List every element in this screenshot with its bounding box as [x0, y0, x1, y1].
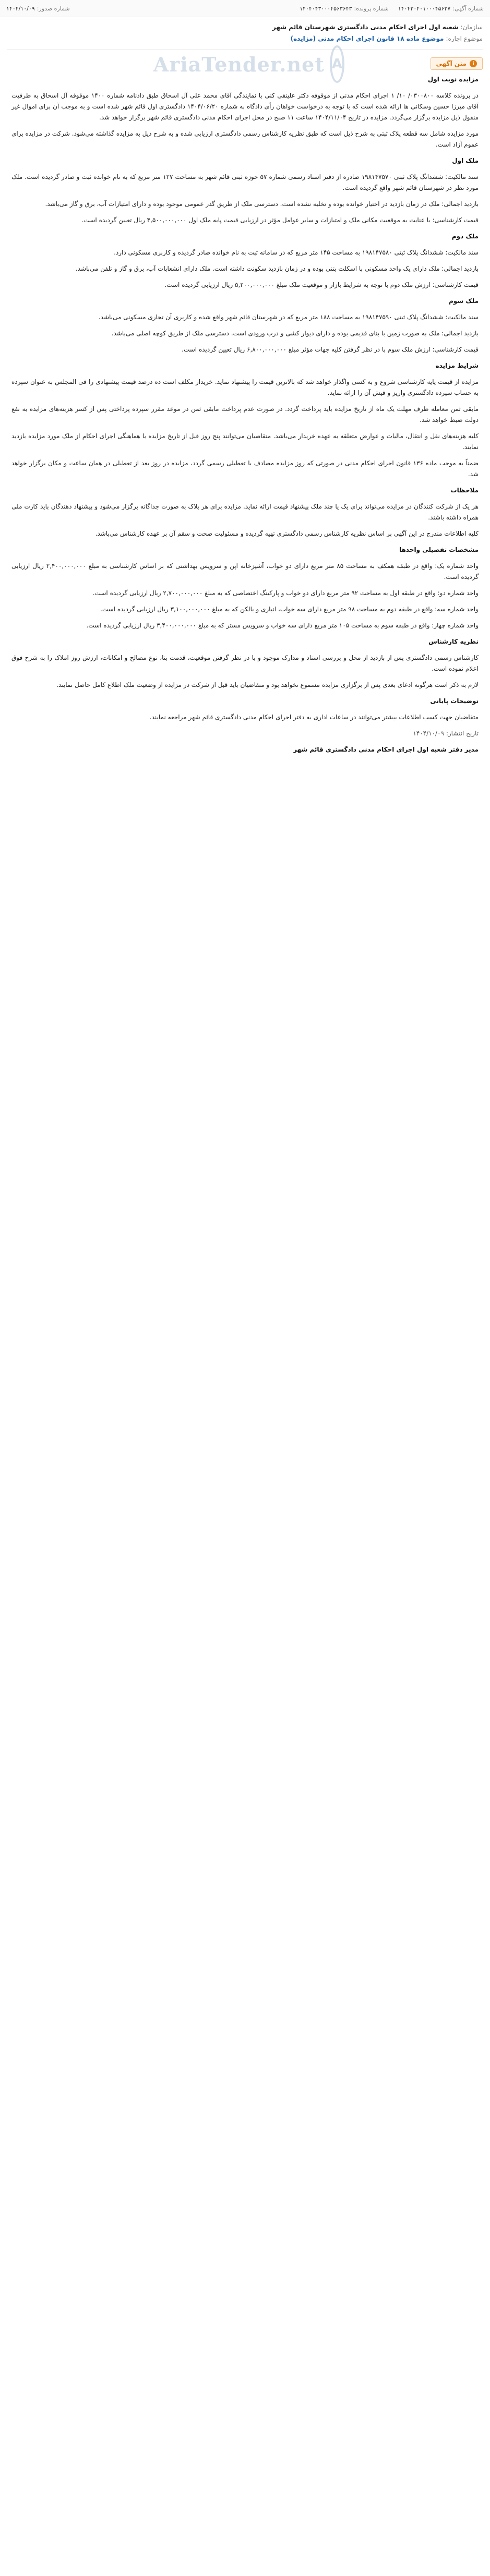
issue-number: شماره صدور:۱۴۰۴/۱۰/۰۹ — [6, 5, 70, 12]
paragraph: هر یک از شرکت کنندگان در مزایده می‌تواند برای یک یا چند ملک پیشنهاد قیمت ارائه نماید. مزایده برای هر پلاک به صورت جداگانه برگزار می‌شود و پیشنهاد دهندگان باید کارت ملی همراه داشته باشند. — [11, 503, 479, 521]
org-line: سازمان:شعبه اول اجرای احکام مدنی دادگستری شهرستان قائم شهر — [272, 23, 483, 31]
property-2-heading: ملک دوم — [451, 233, 479, 240]
terms-heading: شرایط مزایده — [435, 362, 479, 369]
paragraph: لازم به ذکر است هرگونه ادعای بعدی پس از برگزاری مزایده مسموع نخواهد بود و متقاضیان باید قبل از شرکت در مزایده از وضعیت ملک اطلاع کامل حاصل نمایند. — [56, 681, 479, 688]
signature: مدیر دفتر شعبه اول اجرای احکام مدنی دادگستری قائم شهر — [293, 746, 479, 753]
paragraph: کلیه اطلاعات مندرج در این آگهی بر اساس نظریه کارشناس رسمی دادگستری تهیه گردیده و مسئولیت صحت و سقم آن بر عهده کارشناس می‌باشد. — [95, 530, 479, 537]
ad-body — [0, 74, 490, 755]
paragraph: قیمت کارشناسی: ارزش ملک دوم با توجه به شرایط بازار و موقعیت ملک مبلغ ۵,۲۰۰,۰۰۰,۰۰۰ ریال ارزیابی گردیده است. — [164, 281, 479, 288]
paragraph: قیمت کارشناسی: با عنایت به موقعیت مکانی ملک و امتیازات و سایر عوامل مؤثر در ارزیابی قیمت پایه ملک اول ۴,۵۰۰,۰۰۰,۰۰۰ ریال تعیین گردیده است. — [81, 216, 479, 224]
file-number: شماره پرونده:۱۴۰۴۰۴۳۰۰۰۴۵۶۳۶۴۳ — [300, 5, 389, 12]
paragraph: مزایده از قیمت پایه کارشناسی شروع و به کسی واگذار خواهد شد که بالاترین قیمت را پیشنهاد نماید. خریدار مکلف است ده درصد قیمت پیشنهادی را فی المجلس به عنوان سپرده به حساب سپرده دادگستری واریز و فیش آن را ارائه نماید. — [11, 378, 479, 396]
first-auction-heading: مزایده نوبت اول — [427, 76, 479, 83]
publish-date: تاریخ انتشار: ۱۴۰۴/۱۰/۰۹ — [413, 730, 479, 737]
paragraph: قیمت کارشناسی: ارزش ملک سوم با در نظر گرفتن کلیه جهات مؤثر مبلغ ۶,۸۰۰,۰۰۰,۰۰۰ ریال تعیین گردیده است. — [182, 346, 479, 353]
paragraph: متقاضیان جهت کسب اطلاعات بیشتر می‌توانند در ساعات اداری به دفتر اجرای احکام مدنی دادگستری قائم شهر مراجعه نمایند. — [149, 713, 479, 721]
paragraph: سند مالکیت: ششدانگ پلاک ثبتی ۱۹۸۱۴۷۵۷۰ صادره از دفتر اسناد رسمی شماره ۵۷ حوزه ثبتی قائم شهر به مساحت ۱۲۷ متر مربع که به نام خوانده ثبت و صادر گردیده است. ملک مورد نظر در شهرستان قائم شهر واقع گردیده است. — [11, 173, 479, 191]
assessor-heading: نظریه کارشناس — [428, 638, 479, 645]
paragraph: کلیه هزینه‌های نقل و انتقال، مالیات و عوارض متعلقه به عهده خریدار می‌باشد. متقاضیان می‌توانند پنج روز قبل از تاریخ مزایده با هماهنگی اجرای احکام از ملک مورد مزایده بازدید نمایند. — [11, 432, 479, 451]
paragraph: سند مالکیت: ششدانگ پلاک ثبتی ۱۹۸۱۴۷۵۹۰ به مساحت ۱۸۸ متر مربع که در شهرستان قائم شهر واقع شده و کاربری آن تجاری مسکونی می‌باشد. — [98, 313, 479, 321]
ad-header-bar — [0, 0, 490, 17]
section-tab[interactable]: i متن آگهی — [431, 57, 483, 70]
notes-heading: ملاحظات — [450, 487, 479, 494]
paragraph: سند مالکیت: ششدانگ پلاک ثبتی ۱۹۸۱۴۷۵۸۰ به مساحت ۱۴۵ متر مربع که در سامانه ثبت به نام خوانده صادر گردیده و کاربری مسکونی دارد. — [114, 249, 479, 256]
watermark: A AriaTender.net — [157, 46, 344, 82]
paragraph: واحد شماره یک: واقع در طبقه همکف به مساحت ۸۵ متر مربع دارای دو خواب، آشپزخانه اپن و سرویس بهداشتی که بر اساس کارشناسی به مبلغ ۲,۴۰۰,۰۰۰,۰۰۰ ریال ارزیابی گردیده است. — [11, 562, 479, 580]
paragraph: بازدید اجمالی: ملک دارای یک واحد مسکونی با اسکلت بتنی بوده و در زمان بازدید سکونت داشته است. ملک دارای انشعابات آب، برق و گاز و تلفن می‌باشد. — [75, 265, 479, 272]
paragraph: واحد شماره سه: واقع در طبقه دوم به مساحت ۹۸ متر مربع دارای سه خواب، انباری و بالکن که به مبلغ ۳,۱۰۰,۰۰۰,۰۰۰ ریال ارزیابی گردیده است. — [100, 606, 479, 613]
paragraph: مورد مزایده شامل سه قطعه پلاک ثبتی به شرح ذیل است که طبق نظریه کارشناس رسمی دادگستری ارزیابی شده و به شرح ذیل به مزایده گذاشته می‌شود. شرکت در مزایده برای عموم آزاد است. — [11, 130, 479, 148]
units-heading: مشخصات تفصیلی واحدها — [399, 546, 479, 553]
info-icon: i — [470, 60, 477, 67]
paragraph: واحد شماره دو: واقع در طبقه اول به مساحت ۹۲ متر مربع دارای دو خواب و پارکینگ اختصاصی که به مبلغ ۲,۷۰۰,۰۰۰,۰۰۰ ریال ارزیابی گردیده است. — [92, 589, 479, 597]
paragraph: واحد شماره چهار: واقع در طبقه سوم به مساحت ۱۰۵ متر مربع دارای سه خواب و سرویس مستر که به مبلغ ۳,۴۰۰,۰۰۰,۰۰۰ ریال ارزیابی گردیده است. — [86, 622, 479, 629]
watermark-logo-icon: A — [330, 45, 344, 83]
ad-meta — [0, 17, 490, 47]
paragraph: ضمناً به موجب ماده ۱۳۶ قانون اجرای احکام مدنی در صورتی که روز مزایده مصادف با تعطیلی رسمی گردد، مزایده در روز بعد از تعطیلی در همان ساعت و مکان برگزار خواهد شد. — [11, 459, 479, 478]
final-heading: توضیحات پایانی — [430, 697, 479, 705]
subject-line: موضوع اجاره:موضوع ماده ۱۸ قانون اجرای احکام مدنی (مزایده) — [290, 35, 483, 42]
paragraph: بازدید اجمالی: ملک به صورت زمین با بنای قدیمی بوده و دارای دیوار کشی و درب ورودی است. دسترسی ملک از طریق کوچه اصلی می‌باشد. — [111, 330, 479, 337]
paragraph: بازدید اجمالی: ملک در زمان بازدید در اختیار خوانده بوده و تخلیه نشده است. دسترسی ملک از طریق گذر عمومی موجود بوده و دارای امتیازات آب، برق و گاز می‌باشد. — [45, 200, 479, 208]
ad-number: شماره آگهی:۱۴۰۴۳۰۴۰۱۰۰۰۴۵۶۳۷ — [398, 5, 484, 12]
property-1-heading: ملک اول — [452, 157, 479, 164]
paragraph: مابقی ثمن معامله ظرف مهلت یک ماه از تاریخ مزایده باید پرداخت گردد. در صورت عدم پرداخت مابقی ثمن در موعد مقرر سپرده پرداختی پس از کسر هزینه‌های مزایده به نفع دولت ضبط خواهد شد. — [11, 405, 479, 424]
property-3-heading: ملک سوم — [449, 297, 479, 305]
paragraph: در پرونده کلاسه ۰۳۰۰۸۰۰/ ۱۰/ ۱ اجرای احکام مدنی از موقوفه دکتر علینقی کنی با نمایندگی آقای محمد علی آل اسحاق طبق دادنامه شماره ۱۴۰۰ موقوفه آل اسحاق به طرفیت آقای میرزا حسین وسکانی ها ارائه شده است که با توجه به درخواست خواهان رأی دادگاه به شماره ۱۴۰۴/۰۶/۲۰ دادگستری اول قائم شهر شده است و به موجب آن برای اموال غیر منقول ذیل مزایده برگزار می‌گردد. مزایده در تاریخ ۱۴۰۴/۱۱/۰۴ ساعت ۱۱ صبح در محل اجرای احکام مدنی دادگستری قائم شهر برگزار خواهد شد. — [11, 92, 479, 121]
paragraph: کارشناس رسمی دادگستری پس از بازدید از محل و بررسی اسناد و مدارک موجود و با در نظر گرفتن موقعیت، قدمت بنا، نوع مصالح و امکانات، ارزش روز املاک را به شرح فوق اعلام نموده است. — [11, 654, 479, 672]
